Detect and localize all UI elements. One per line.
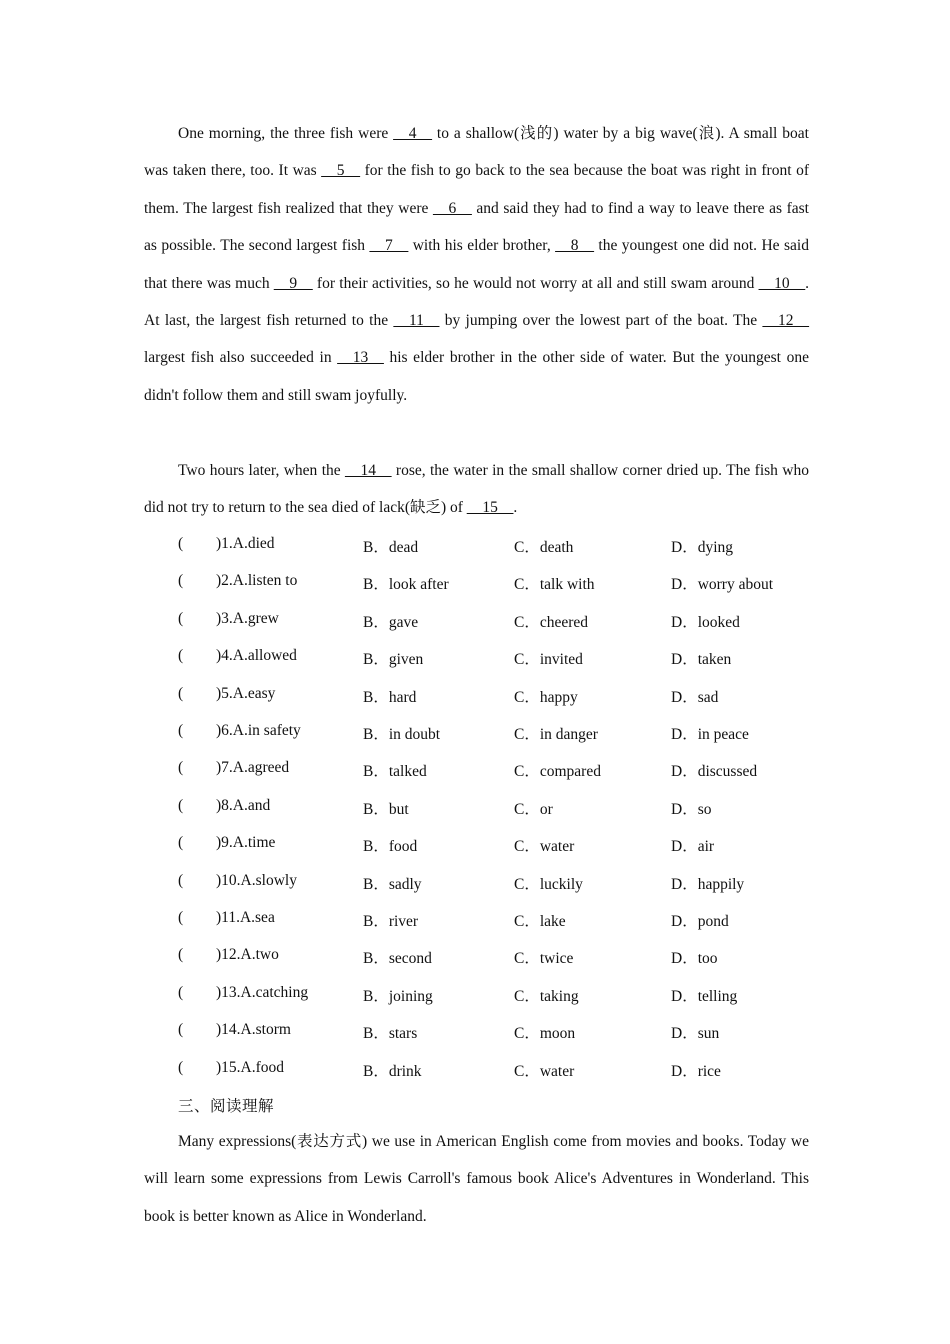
question-row bbox=[0, 984, 950, 1014]
answer-paren[interactable]: ( bbox=[178, 909, 184, 926]
blank-6: __6__ bbox=[433, 199, 472, 217]
option-a: )13.A.catching bbox=[216, 983, 309, 1001]
question-row bbox=[0, 946, 950, 976]
answer-paren[interactable]: ( bbox=[178, 871, 184, 889]
blank-14: __14__ bbox=[345, 462, 392, 479]
question-row bbox=[0, 759, 950, 789]
question-row bbox=[0, 872, 950, 902]
option-d: D．sun bbox=[671, 1025, 720, 1043]
option-c: C．happy bbox=[514, 688, 578, 706]
option-d: D．rice bbox=[671, 1062, 721, 1080]
option-a: )5.A.easy bbox=[216, 684, 276, 702]
question-row bbox=[0, 1059, 950, 1089]
blank-15: __15__ bbox=[466, 499, 514, 517]
passage-text: his elder brother in the other side of water. But the youngest one didn't follow them and still swam joyfully. bbox=[144, 349, 809, 404]
option-c: C．invited bbox=[514, 651, 583, 669]
option-d: D．telling bbox=[671, 987, 738, 1005]
answer-paren[interactable]: ( bbox=[178, 647, 184, 665]
option-b: B．gave bbox=[363, 613, 419, 631]
blank-12: __12__ bbox=[762, 312, 809, 330]
option-b: B．but bbox=[363, 800, 409, 818]
option-a: )14.A.storm bbox=[216, 1021, 291, 1039]
blank-8: __8__ bbox=[555, 237, 594, 255]
option-b: B．food bbox=[363, 838, 418, 856]
option-a: )12.A.two bbox=[216, 946, 279, 964]
option-c: C．compared bbox=[514, 763, 601, 781]
option-b: B．look after bbox=[363, 576, 449, 594]
answer-paren[interactable]: ( bbox=[178, 684, 184, 702]
option-a: )7.A.agreed bbox=[216, 759, 290, 777]
option-d: D．worry about bbox=[671, 576, 774, 594]
option-a: )6.A.in safety bbox=[216, 722, 301, 739]
option-d: D．in peace bbox=[671, 726, 749, 743]
blank-10: __10__ bbox=[758, 274, 806, 292]
passage-text: Two hours later, when the bbox=[178, 462, 346, 479]
passage-text: the youngest one did not. He said that there was much bbox=[144, 237, 809, 292]
answer-paren[interactable]: ( bbox=[178, 834, 184, 852]
option-a: )8.A.and bbox=[216, 796, 271, 814]
question-row bbox=[0, 1021, 950, 1051]
question-row bbox=[0, 834, 950, 864]
option-b: B．given bbox=[363, 651, 424, 669]
question-row bbox=[0, 685, 950, 715]
passage-paragraph-2 bbox=[144, 452, 809, 527]
option-b: B．second bbox=[363, 950, 432, 968]
option-b: B．talked bbox=[363, 763, 427, 781]
option-a: )9.A.time bbox=[216, 834, 276, 852]
option-b: B．hard bbox=[363, 688, 417, 706]
option-d: D．looked bbox=[671, 613, 740, 631]
option-a: )1.A.died bbox=[216, 535, 275, 552]
passage-text: for their activities, so he would not worry at all and still swam around bbox=[312, 274, 759, 292]
passage-text: . At last, the largest fish returned to the bbox=[144, 274, 810, 330]
answer-paren[interactable]: ( bbox=[178, 609, 184, 627]
passage-text: largest fish also succeeded in bbox=[144, 349, 338, 367]
option-a: )15.A.food bbox=[216, 1058, 285, 1076]
option-c: C．or bbox=[514, 800, 553, 818]
passage-text: and said they had to find a way to leave there as fast as possible. The second largest fish bbox=[144, 199, 809, 255]
passage-text: . bbox=[513, 499, 518, 517]
option-c: C．death bbox=[514, 539, 574, 556]
option-a: )4.A.allowed bbox=[216, 647, 297, 665]
option-d: D．happily bbox=[671, 875, 745, 893]
answer-paren[interactable]: ( bbox=[178, 572, 184, 590]
option-c: C．twice bbox=[514, 950, 574, 968]
answer-paren[interactable]: ( bbox=[178, 796, 184, 814]
question-row bbox=[0, 722, 950, 752]
option-d: D．dying bbox=[671, 539, 734, 556]
option-a: )10.A.slowly bbox=[216, 871, 297, 889]
option-c: C．luckily bbox=[514, 875, 583, 893]
question-row bbox=[0, 610, 950, 640]
option-d: D．pond bbox=[671, 913, 729, 930]
blank-5: __5__ bbox=[321, 162, 361, 180]
passage-paragraph-1 bbox=[144, 115, 809, 414]
reading-paragraph-1: Many expressions(表达方式) we use in American English come from movies and books. Today we will learn some expressions from Lewis Carroll's famous book Alice's Adventures in Wonderland. This book is better known as Alice in Wonderland. bbox=[144, 1133, 809, 1225]
option-c: C．cheered bbox=[514, 613, 589, 631]
blank-4: __4__ bbox=[393, 125, 432, 142]
option-c: C．lake bbox=[514, 913, 566, 930]
option-d: D．air bbox=[671, 838, 715, 856]
blank-7: __7__ bbox=[369, 237, 409, 255]
blank-11: __11__ bbox=[393, 312, 440, 330]
option-c: C．moon bbox=[514, 1025, 576, 1043]
answer-paren[interactable]: ( bbox=[178, 1058, 184, 1076]
section-heading-reading: 三、阅读理解 bbox=[178, 1097, 275, 1115]
option-b: B．dead bbox=[363, 539, 419, 556]
question-row bbox=[0, 535, 950, 565]
option-a: )3.A.grew bbox=[216, 609, 279, 627]
option-b: B．joining bbox=[363, 987, 433, 1005]
passage-text: One morning, the three fish were bbox=[178, 125, 394, 142]
blank-9: __9__ bbox=[273, 274, 313, 292]
option-c: C．water bbox=[514, 1062, 575, 1080]
question-row bbox=[0, 647, 950, 677]
option-d: D．discussed bbox=[671, 763, 758, 781]
option-d: D．taken bbox=[671, 651, 732, 669]
blank-13: __13__ bbox=[337, 349, 384, 367]
option-d: D．so bbox=[671, 800, 712, 818]
option-d: D．sad bbox=[671, 688, 719, 706]
option-c: C．taking bbox=[514, 987, 579, 1005]
question-row bbox=[0, 797, 950, 827]
option-c: C．talk with bbox=[514, 576, 595, 594]
option-a: )2.A.listen to bbox=[216, 572, 298, 590]
option-b: B．in doubt bbox=[363, 726, 441, 743]
passage-text: by jumping over the lowest part of the boat. The bbox=[439, 312, 763, 330]
option-b: B．river bbox=[363, 913, 419, 930]
answer-paren[interactable]: ( bbox=[178, 722, 184, 739]
option-d: D．too bbox=[671, 950, 718, 968]
option-b: B．stars bbox=[363, 1025, 418, 1043]
answer-paren[interactable]: ( bbox=[178, 759, 184, 777]
option-c: C．in danger bbox=[514, 726, 598, 743]
question-row bbox=[0, 572, 950, 602]
option-a: )11.A.sea bbox=[216, 909, 275, 926]
option-b: B．drink bbox=[363, 1062, 422, 1080]
answer-paren[interactable]: ( bbox=[178, 946, 184, 964]
question-row bbox=[0, 909, 950, 939]
passage-text: for the fish to go back to the sea because the boat was right in front of them. The largest fish realized that they were bbox=[144, 162, 809, 217]
answer-paren[interactable]: ( bbox=[178, 983, 184, 1001]
answer-paren[interactable]: ( bbox=[178, 1021, 184, 1039]
option-c: C．water bbox=[514, 838, 575, 856]
passage-text: rose, the water in the small shallow corner dried up. The fish who did not try to return to the sea died of lack(缺乏) of bbox=[144, 462, 809, 517]
option-b: B．sadly bbox=[363, 875, 422, 893]
passage-text: with his elder brother, bbox=[408, 237, 556, 255]
answer-paren[interactable]: ( bbox=[178, 535, 184, 552]
passage-text: to a shallow(浅的) water by a big wave(浪). A small boat was taken there, too. It was bbox=[144, 125, 809, 180]
